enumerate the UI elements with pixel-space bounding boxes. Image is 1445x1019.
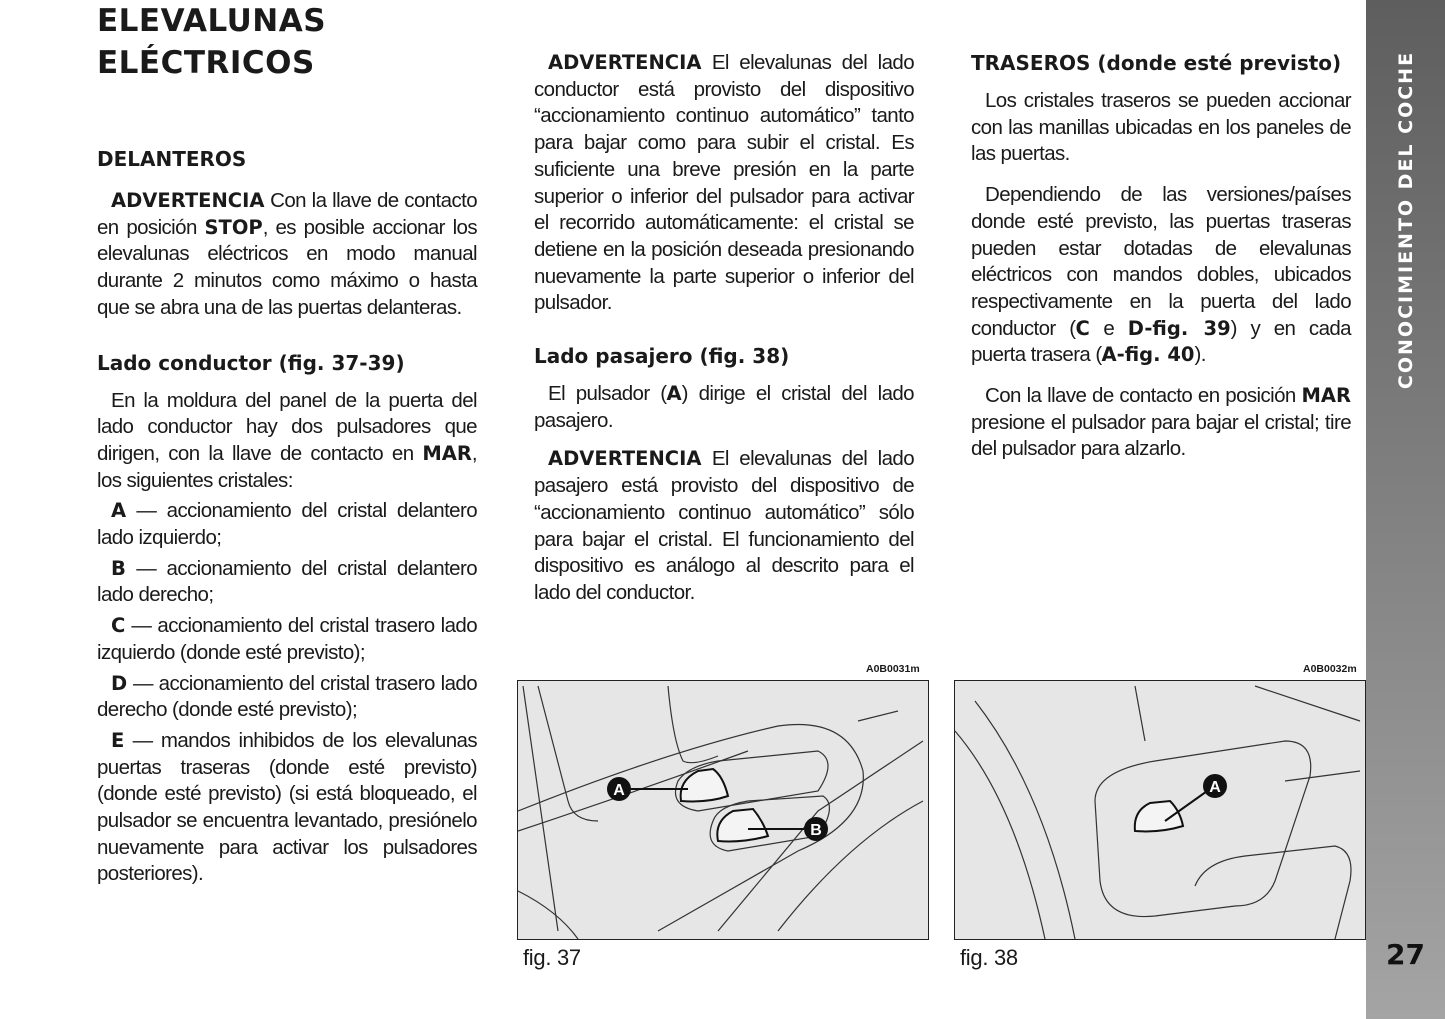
text-run: — mandos inhibidos de los elevalunas puertas traseras (donde esté previsto) (donde esté previsto) (si está bloqueado, el pulsador se encuentra levantado, presiónelo nuevamente para activar los pulsadores posteriores).	[97, 728, 477, 886]
text-run: , los siguientes cristales:	[97, 441, 477, 492]
window-switch-illustration-driver	[518, 681, 928, 939]
figure-37-caption: fig. 37	[523, 945, 581, 970]
section-heading: TRASEROS (donde esté previsto)	[971, 51, 1342, 75]
section-heading: Lado conductor (fig. 37-39)	[97, 350, 405, 375]
bold-text: C	[1075, 316, 1090, 340]
bold-text: C	[111, 614, 126, 638]
bold-text: B	[111, 556, 126, 580]
figure-37-code: A0B0031m	[866, 663, 920, 675]
paragraph	[534, 446, 914, 606]
figure-37	[517, 680, 929, 940]
bold-text: ADVERTENCIA	[548, 447, 702, 471]
paragraph	[97, 671, 477, 724]
bold-text: A-fig. 40	[1101, 343, 1195, 367]
text-run: En la moldura del panel de la puerta del lado conductor hay dos pulsadores que dirigen, con la llave de contacto en	[97, 388, 477, 465]
bold-text: A	[666, 382, 682, 406]
bold-text: MAR	[422, 441, 472, 465]
text-run: Con la llave de contacto en posición	[985, 384, 1302, 408]
paragraph	[534, 50, 914, 317]
bold-text: D	[111, 671, 128, 695]
paragraph	[971, 182, 1351, 369]
callout-b-label: B	[810, 822, 822, 839]
bold-text: MAR	[1301, 384, 1351, 408]
figure-38-caption: fig. 38	[960, 945, 1018, 970]
text-run: Los cristales traseros se pueden accionar con las manillas ubicadas en los paneles de las puertas.	[971, 89, 1351, 166]
section-title: CONOCIMIENTO DEL COCHE	[1395, 50, 1417, 390]
text-run: ) dirige el cristal del lado pasajero.	[534, 382, 914, 432]
bold-text: E	[111, 728, 125, 752]
column-2	[534, 0, 914, 607]
text-run: presione el pulsador para bajar el cristal; tire del pulsador para alzarlo.	[971, 410, 1351, 461]
window-switch-illustration-passenger	[955, 681, 1365, 939]
paragraph	[97, 728, 477, 888]
callout-a-label: A	[613, 782, 625, 799]
column-1	[97, 0, 477, 888]
paragraph	[971, 383, 1351, 463]
text-run: Con la llave de contacto en posición	[97, 189, 477, 239]
section-heading: Lado pasajero (fig. 38)	[534, 344, 790, 369]
text-run: El pulsador (	[548, 382, 667, 406]
text-run: ).	[1194, 343, 1206, 367]
column-3	[971, 0, 1351, 463]
bold-text: ADVERTENCIA	[111, 189, 265, 212]
text-run: e	[1089, 316, 1128, 340]
paragraph	[97, 613, 477, 666]
text-run: ) y en cada puerta trasera (	[971, 316, 1351, 367]
bold-text: D-fig. 39	[1127, 316, 1231, 340]
paragraph	[971, 88, 1351, 168]
text-run: El elevalunas del lado conductor está provisto del dispositivo “accionamiento continuo automático” tanto para bajar como para subir el cristal. Es suficiente una breve presión en la parte superior o inferior del pulsador para activar el recorrido automáticamente: el cristal se detiene en la posición deseada presionando nuevamente la parte superior o inferior del pulsador.	[534, 51, 914, 315]
text-run: — accionamiento del cristal delantero lado derecho;	[97, 556, 477, 607]
bold-text: ADVERTENCIA	[548, 51, 702, 74]
page-title: ELEVALUNAS ELÉCTRICOS	[97, 3, 327, 81]
bold-text: A	[111, 499, 127, 523]
text-run: — accionamiento del cristal trasero lado izquierdo (donde esté previsto);	[97, 614, 477, 664]
page-number: 27	[1386, 938, 1425, 971]
paragraph	[534, 381, 914, 434]
paragraph	[97, 498, 477, 551]
paragraph	[97, 556, 477, 609]
text-run: , es posible accionar los elevalunas eléctricos en modo manual durante 2 minutos como máximo o hasta que se abra una de las puertas delanteras.	[97, 215, 477, 319]
bold-text: STOP	[204, 215, 263, 239]
callout-a-label: A	[1209, 779, 1221, 796]
text-run: El elevalunas del lado pasajero está provisto del dispositivo de “accionamiento continuo automático” sólo para bajar el cristal. El funcionamiento del dispositivo es análogo al descrito para el lado del conductor.	[534, 447, 914, 604]
section-sidebar	[1366, 0, 1445, 1019]
paragraph	[97, 388, 477, 495]
text-run: Dependiendo de las versiones/países donde esté previsto, las puertas traseras pueden estar dotadas de elevalunas eléctricos con mandos dobles, ubicados respectivamente en la puerta del lado conductor (	[971, 183, 1351, 340]
paragraph	[97, 188, 477, 322]
text-run: — accionamiento del cristal trasero lado derecho (donde esté previsto);	[97, 671, 477, 722]
figure-38-code: A0B0032m	[1303, 663, 1357, 675]
figure-38	[954, 680, 1366, 940]
text-run: — accionamiento del cristal delantero lado izquierdo;	[97, 499, 477, 550]
section-heading: DELANTEROS	[97, 147, 247, 171]
